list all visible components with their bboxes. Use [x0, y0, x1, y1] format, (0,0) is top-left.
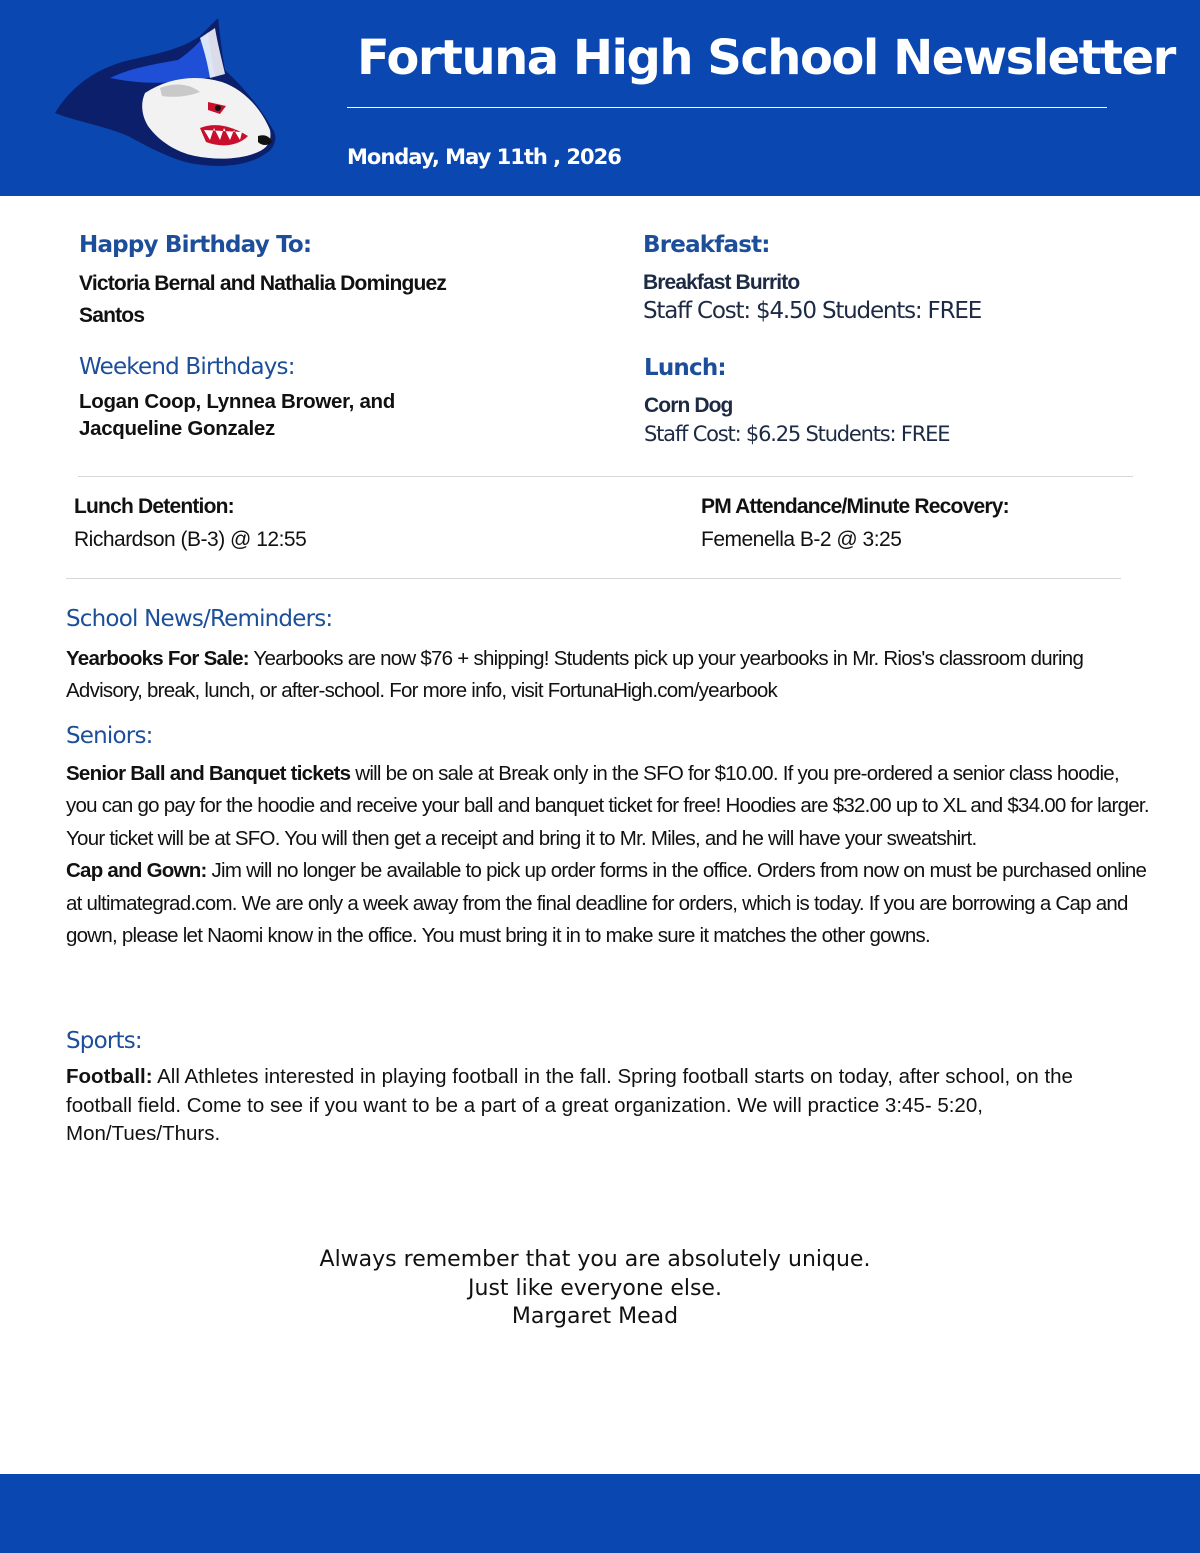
section-divider — [78, 476, 1133, 477]
quote-line-2: Just like everyone else. — [468, 1275, 722, 1301]
football-label: Football: — [66, 1065, 153, 1088]
seniors-paragraph — [66, 758, 1151, 952]
lunch-item: Corn Dog — [644, 394, 733, 417]
breakfast-heading: Breakfast: — [643, 232, 770, 258]
weekend-birthday-heading: Weekend Birthdays: — [79, 354, 295, 380]
yearbook-text: Yearbooks are now $76 + shipping! Students pick up your yearbooks in Mr. Rios's classroom during Advisory, break, lunch, or after-school. For more info, visit FortunaHigh.com/yearbook — [66, 647, 1084, 702]
senior-ball-text: will be on sale at Break only in the SFO for $10.00. If you pre-ordered a senior class hoodie, you can go pay for the hoodie and receive your ball and banquet ticket for free! Hoodies are $32.00 up to XL and $34.00 for larger. Your ticket will be at SFO. You will then get a receipt and bring it to Mr. Miles, and he will have your sweatshirt. — [66, 762, 1149, 850]
lunch-cost: Staff Cost: $6.25 Students: FREE — [644, 422, 950, 446]
attendance-value: Femenella B-2 @ 3:25 — [701, 528, 902, 551]
cap-gown-text: Jim will no longer be available to pick up order forms in the office. Orders from now on must be purchased online at ultimategrad.com. We are only a week away from the final deadline for orders, which is today. If you are borrowing a Cap and gown, please let Naomi know in the office. You must bring it in to make sure it matches the other gowns. — [66, 859, 1147, 948]
header-divider — [347, 107, 1107, 108]
breakfast-item: Breakfast Burrito — [643, 271, 800, 294]
breakfast-cost: Staff Cost: $4.50 Students: FREE — [643, 298, 982, 324]
detention-value: Richardson (B-3) @ 12:55 — [74, 528, 307, 551]
newsletter-footer — [0, 1474, 1200, 1553]
sports-heading: Sports: — [66, 1028, 142, 1054]
birthday-names: Victoria Bernal and Nathalia Dominguez Santos — [79, 272, 447, 327]
football-paragraph — [66, 1063, 1106, 1149]
news-heading: School News/Reminders: — [66, 606, 333, 632]
closing-quote — [240, 1246, 950, 1332]
birthday-heading: Happy Birthday To: — [79, 232, 312, 258]
quote-author: Margaret Mead — [511, 1304, 679, 1329]
cap-gown-item — [66, 855, 1151, 952]
yearbook-paragraph — [66, 643, 1151, 707]
newsletter-header — [0, 0, 1200, 196]
seniors-heading: Seniors: — [66, 723, 153, 749]
quote-line-1: Always remember that you are absolutely unique. — [319, 1247, 871, 1272]
detention-label: Lunch Detention: — [74, 495, 234, 518]
cap-gown-label: Cap and Gown: — [66, 859, 207, 883]
attendance-label: PM Attendance/Minute Recovery: — [701, 495, 1009, 518]
section-divider — [66, 578, 1121, 579]
newsletter-title: Fortuna High School Newsletter — [357, 30, 1175, 86]
football-text: All Athletes interested in playing football in the fall. Spring football starts on today, after school, on the football field. Come to see if you want to be a part of a great organization. We will practice 3:45- 5:20, Mon/Tues/Thurs. — [66, 1065, 1073, 1145]
yearbook-label: Yearbooks For Sale: — [66, 647, 249, 670]
weekend-birthday-names: Logan Coop, Lynnea Brower, and Jacqueline Gonzalez — [79, 390, 395, 440]
lunch-heading: Lunch: — [644, 355, 726, 381]
newsletter-date: Monday, May 11th , 2026 — [347, 145, 621, 169]
senior-ball-item — [66, 758, 1151, 855]
husky-mascot-icon — [50, 18, 280, 178]
senior-ball-label: Senior Ball and Banquet tickets — [66, 762, 351, 785]
